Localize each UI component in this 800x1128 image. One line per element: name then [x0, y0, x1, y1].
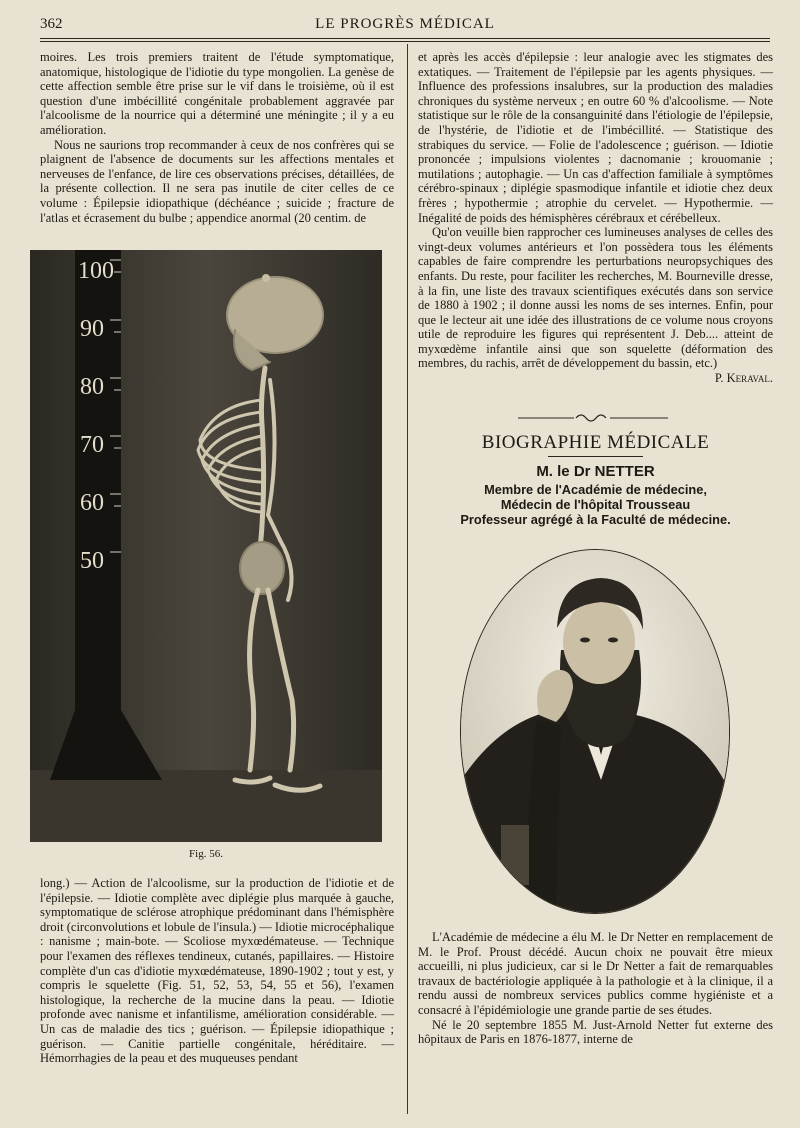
author-signature: P. Keraval.	[714, 371, 773, 386]
paragraph: L'Académie de médecine a élu M. le Dr Netter en remplacement de M. le Prof. Proust décédé. Aucun choix ne pouvait être mieux accueilli, ni plus judicieux, car si le Dr Netter a fait de remarquables travaux de bactériologie appliquée à la pathologie et à la clinique, il a rendu aussi de nombreux services publics comme hygiéniste et a consacré à l'épidémiologie une grande partie de ses études.	[418, 930, 773, 1017]
portrait-photograph	[460, 549, 730, 914]
paragraph: Qu'on veuille bien rapprocher ces lumineuses analyses de celles des vingt-deux volumes antérieurs et l'on possèdera tous les éléments capables de faire comprendre les perturbations neuropsychiques des enfants. Du reste, pour faciliter les recherches, M. Bourneville dresse, à la fin, une liste des travaux scientifiques exécutés dans son service de 1880 à 1902 ; il donne aussi les noms de ses internes. Enfin, pour que le lecteur ait une idée des illustrations de ce volume nous croyons utile de reproduire les figures qui représentent J. Deb.... atteint de myxœdème infantile ainsi que son squelette (déformation des membres, du rachis, arrêt de développement du bassin, etc.)	[418, 225, 773, 371]
header-rule-double	[40, 41, 770, 42]
biography-title-line: Membre de l'Académie de médecine,	[484, 482, 707, 497]
section-heading: BIOGRAPHIE MÉDICALE	[481, 432, 710, 453]
page-header	[40, 14, 770, 36]
left-column-bottom	[40, 876, 394, 1066]
right-column-top	[418, 50, 773, 386]
header-rule	[40, 38, 770, 39]
figure-caption: Fig. 56.	[189, 848, 223, 860]
ruler-label: 70	[80, 432, 104, 458]
paragraph: Nous ne saurions trop recommander à ceux de nos confrères qui se plaignent de l'absence de documents sur les affections mentales et nerveuses de l'enfance, de lire ces observations précises, détaillées, de la présente collection. Il ne sera pas inutile de citer celles de ce volume : Épilepsie idiopathique (déchéance ; suicide ; fracture de l'atlas et écrasement du bulbe ; appendice anormal (20 centim. de	[40, 137, 394, 225]
page-number: 362	[40, 16, 63, 32]
ruler-label: 100	[78, 258, 114, 284]
ruler-label: 60	[80, 490, 104, 516]
flourish-divider	[518, 411, 668, 425]
paragraph: Né le 20 septembre 1855 M. Just-Arnold Netter fut externe des hôpitaux de Paris en 1876-1877, interne de	[418, 1017, 773, 1047]
paragraph: et après les accès d'épilepsie : leur analogie avec les stigmates des extatiques. — Traitement de l'épilepsie par les agents physiques. — Influence des professions insalubres, sur la production des maladies chroniques du système nerveux ; en outre 60 % d'alcoolisme. — Note statistique sur le rôle de la consanguinité dans l'étiologie de l'épilepsie, de l'hystérie, de l'idiotie et de l'imbécillité. — Statistique des strabiques du service. — Folie de l'adolescence ; guérison. — Idiotie prononcée ; impulsions violentes ; dacnomanie ; krouomanie ; mutilations ; autophagie. — Un cas d'affection familiale à symptômes cérébro-spinaux ; diplégie spasmodique infantile et idiotie chez deux frères ; hypothermie ; atrophie du cervelet. — Hypothermie. — Inégalité de poids des hémisphères cérébraux et cérébelleux.	[418, 50, 773, 225]
paragraph: long.) — Action de l'alcoolisme, sur la production de l'idiotie et de l'épilepsie. — Idiotie complète avec diplégie plus marquée à gauche, symptomatique de sclérose atrophique prédominant dans l'hémisphère droit (circonvolutions et lobule de l'insula.) — Idiotie microcéphalique : nanisme ; main-bote. — Scoliose myxœdémateuse. — Technique pour l'examen des réflexes tendineux, cutanés, papillaires. — Histoire complète d'un cas d'idiotie myxœdémateuse, 1890-1902 ; tout y est, y compris le squelette (Fig. 51, 52, 53, 54, 55 et 56), l'examen histologique, la recherche de la mucine dans la peau. — Idiotie profonde avec nanisme et infantilisme, amélioration considérable. — Un cas de maladie des tics ; guérison. — Épilepsie idiopathique ; guérison. — Canitie partielle congénitale, héréditaire. — Hémorrhagies de la peau et des muqueuses pendant	[40, 876, 394, 1066]
left-column-top	[40, 50, 394, 225]
ruler-label: 90	[80, 316, 104, 342]
right-column-bottom	[418, 930, 773, 1047]
ruler-label: 50	[80, 548, 104, 574]
ruler-label: 80	[80, 374, 104, 400]
heading-rule	[548, 456, 643, 457]
skeleton-photograph	[30, 250, 382, 842]
paragraph: moires. Les trois premiers traitent de l'étude symptomatique, anatomique, histologique de l'idiotie du type mongolien. La genèse de cette affection semble être prise sur le vif dans le troisième, où il est question d'une imbécillité congénitale probablement aggravée par l'alcoolisme de la nourrice qui a déterminé une méningite ; il y a eu amélioration.	[40, 50, 394, 137]
portrait-icon	[461, 550, 729, 913]
skeleton-figure	[30, 250, 382, 842]
biography-title-line: Professeur agrégé à la Faculté de médecine.	[460, 512, 731, 527]
biography-title-line: Médecin de l'hôpital Trousseau	[500, 497, 691, 512]
journal-title: LE PROGRÈS MÉDICAL	[315, 16, 495, 32]
column-divider	[407, 44, 408, 1114]
biography-name: M. le Dr NETTER	[536, 463, 655, 480]
